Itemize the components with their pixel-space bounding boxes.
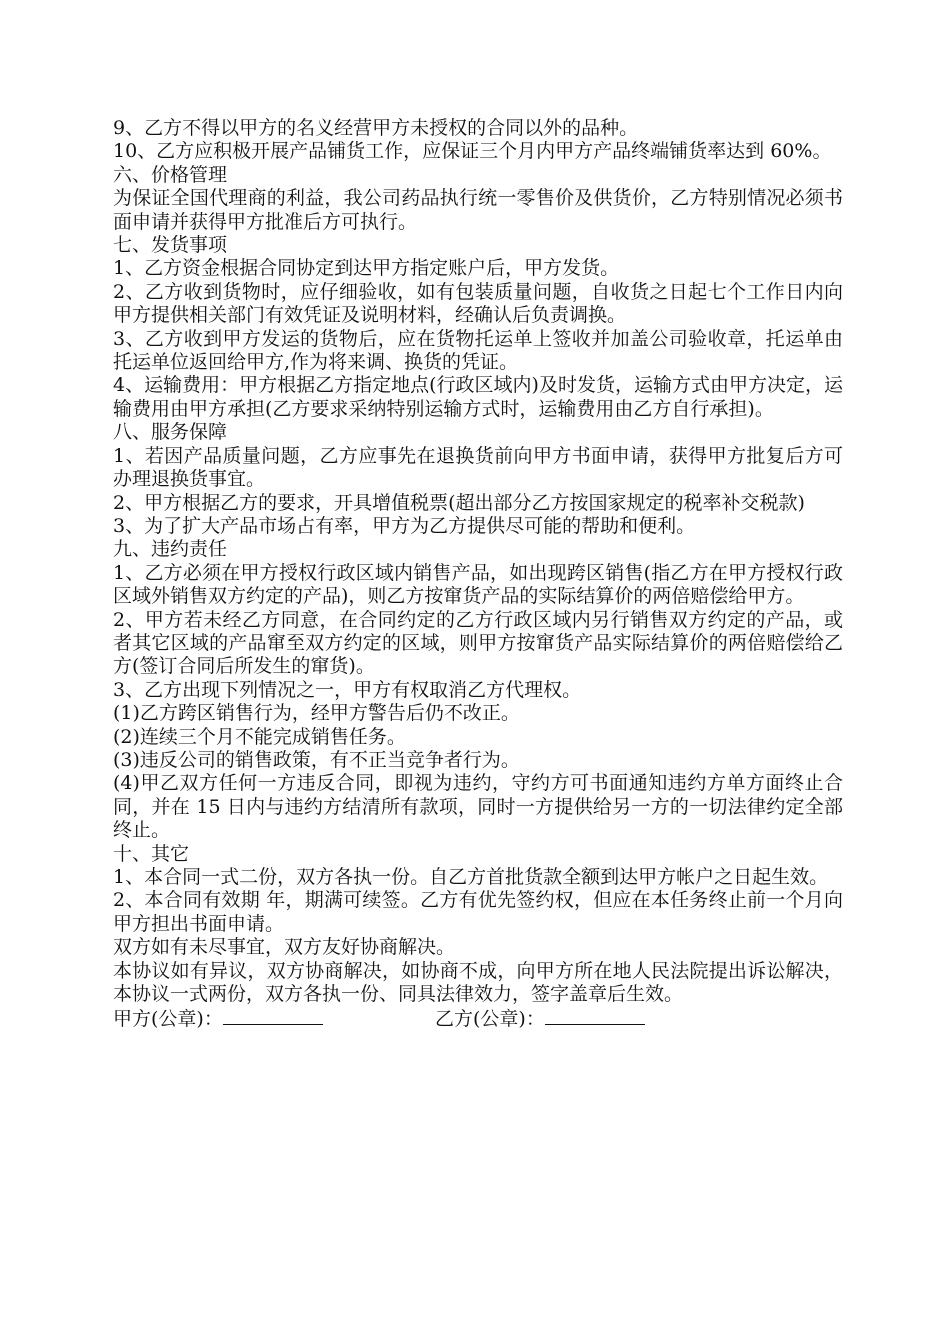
section-heading-shipping: 七、发货事项 <box>113 234 228 257</box>
breach-item-3: (3)违反公司的销售政策，有不正当竞争者行为。 <box>113 748 520 771</box>
service-clause-1: 1、若因产品质量问题，乙方应事先在退换货前向甲方书面申请，获得甲方批复后方可办理退换货事宜。 <box>113 444 843 491</box>
service-clause-2: 2、甲方根据乙方的要求，开具增值税票(超出部分乙方按国家规定的税率补交税款) <box>113 491 805 514</box>
other-clause-1: 1、本合同一式二份，双方各执一份。自乙方首批货款全额到达甲方帐户之日起生效。 <box>113 866 829 888</box>
shipping-clause-3: 3、乙方收到甲方发运的货物后，应在货物托运单上签收并加盖公司验收章，托运单由托运单位返回给甲方,作为将来调、换货的凭证。 <box>113 327 843 374</box>
breach-clause-2: 2、甲方若未经乙方同意，在合同约定的乙方行政区域内另行销售双方约定的产品，或者其它区域的产品窜至双方约定的区域，则甲方按窜货产品实际结算价的两倍赔偿给乙方(签订合同后所发生的窜货)。 <box>113 608 843 678</box>
contract-page <box>113 117 843 1030</box>
breach-item-4: (4)甲乙双方任何一方违反合同，即视为违约，守约方可书面通知违约方单方面终止合同，并在 15 日内与违约方结清所有款项，同时一方提供给另一方的一切法律约定全部终止。 <box>113 772 843 842</box>
other-text-2: 本协议如有异议，双方协商解决，如协商不成，向甲方所在地人民法院提出诉讼解决，本协议一式两份，双方各执一份、同具法律效力，签字盖章后生效。 <box>113 959 843 1006</box>
price-management-text: 为保证全国代理商的利益，我公司药品执行统一零售价及供货价，乙方特别情况必须书面申请并获得甲方批准后方可执行。 <box>113 187 843 233</box>
breach-item-1: (1)乙方跨区销售行为，经甲方警告后仍不改正。 <box>113 702 520 725</box>
shipping-clause-4: 4、运输费用：甲方根据乙方指定地点(行政区域内)及时发货，运输方式由甲方决定，运输费用由甲方承担(乙方要求采纳特别运输方式时，运输费用由乙方自行承担)。 <box>113 374 843 420</box>
other-clause-2: 2、本合同有效期 年，期满可续签。乙方有优先签约权，但应在本任务终止前一个月向甲方担出书面申请。 <box>113 889 843 935</box>
shipping-clause-1: 1、乙方资金根据合同协定到达甲方指定账户后，甲方发货。 <box>113 257 620 280</box>
breach-clause-3: 3、乙方出现下列情况之一，甲方有权取消乙方代理权。 <box>113 678 582 701</box>
shipping-clause-2: 2、乙方收到货物时，应仔细验收，如有包装质量问题，自收货之日起七个工作日内向甲方提供相关部门有效凭证及说明材料，经确认后负责调换。 <box>113 280 843 327</box>
clause-9: 9、乙方不得以甲方的名义经营甲方未授权的合同以外的品种。 <box>113 117 639 139</box>
section-heading-other: 十、其它 <box>113 842 190 865</box>
breach-item-2: (2)连续三个月不能完成销售任务。 <box>113 725 406 748</box>
section-heading-service: 八、服务保障 <box>113 421 228 444</box>
party-b-signature <box>435 1006 645 1031</box>
party-a-label: 甲方(公章)： <box>113 1008 223 1031</box>
signature-row <box>113 1006 843 1029</box>
section-heading-breach: 九、违约责任 <box>113 538 228 561</box>
service-clause-3: 3、为了扩大产品市场占有率，甲方为乙方提供尽可能的帮助和便利。 <box>113 514 696 537</box>
clause-10: 10、乙方应积极开展产品铺货工作，应保证三个月内甲方产品终端铺货率达到 60%。 <box>113 140 832 163</box>
section-heading-price-management: 六、价格管理 <box>113 163 228 186</box>
breach-clause-1: 1、乙方必须在甲方授权行政区域内销售产品，如出现跨区销售(指乙方在甲方授权行政区域外销售双方约定的产品)，则乙方按窜货产品的实际结算价的两倍赔偿给甲方。 <box>113 561 843 608</box>
party-a-signature <box>113 1006 323 1031</box>
party-a-blank <box>223 1006 323 1025</box>
party-b-label: 乙方(公章)： <box>435 1008 545 1031</box>
party-b-blank <box>545 1006 645 1025</box>
other-text-1: 双方如有未尽事宜，双方友好协商解决。 <box>113 936 456 959</box>
